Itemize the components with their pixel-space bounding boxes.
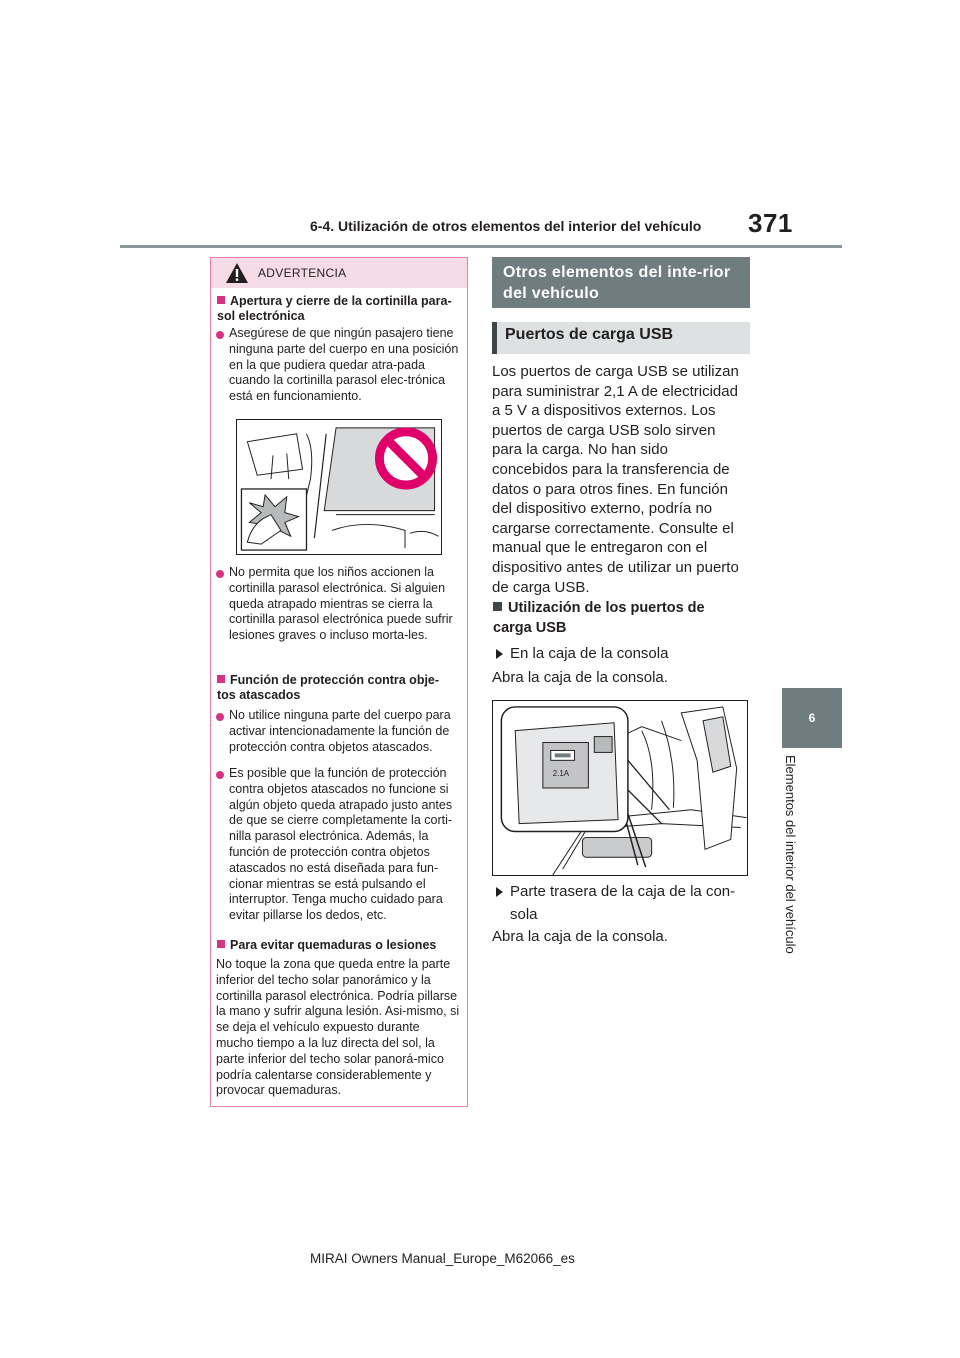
usb-port-illustration bbox=[492, 700, 748, 876]
heading-text: Apertura y cierre de la cortinilla para-sol electrónica bbox=[217, 294, 452, 323]
subsection-accent-bar bbox=[492, 322, 497, 354]
warning-triangle-icon bbox=[225, 262, 249, 284]
warning-section-heading bbox=[217, 294, 455, 324]
subsection-title: Puertos de carga USB bbox=[505, 326, 674, 343]
step-text: Abra la caja de la consola. bbox=[492, 669, 668, 686]
square-bullet-icon bbox=[217, 675, 225, 683]
footer-manual-id: MIRAI Owners Manual_Europe_M62066_es bbox=[310, 1251, 575, 1266]
bullet-dot-icon bbox=[216, 713, 224, 721]
chapter-tab bbox=[782, 688, 842, 748]
bullet-dot-icon bbox=[216, 331, 224, 339]
heading-text: Función de protección contra obje-tos atascados bbox=[217, 673, 440, 702]
warning-bullet: No permita que los niños accionen la cortinilla parasol electrónica. Si alguien queda atrapado mientras se cierra la cortinilla parasol electrónica puede sufrir lesiones graves o incluso morta-les. bbox=[229, 565, 453, 643]
warning-section-heading bbox=[217, 938, 455, 953]
square-bullet-icon bbox=[217, 296, 225, 304]
header-divider bbox=[120, 245, 842, 248]
sunshade-illustration bbox=[236, 419, 442, 555]
page-number: 371 bbox=[748, 208, 793, 238]
chapter-title: Elementos del interior del vehículo bbox=[783, 755, 798, 954]
section-band-title: Otros elementos del inte-rior del vehículo bbox=[503, 264, 731, 302]
step-label: Parte trasera de la caja de la con-sola bbox=[510, 883, 736, 923]
warning-bullet: No utilice ninguna parte del cuerpo para activar intencionadamente la función de protección contra objetos atascados. bbox=[229, 708, 451, 754]
step-text: Abra la caja de la consola. bbox=[492, 928, 668, 945]
usage-heading bbox=[493, 599, 733, 638]
chapter-title-vertical bbox=[783, 755, 823, 965]
bullet-dot-icon bbox=[216, 570, 224, 578]
warning-paragraph: No toque la zona que queda entre la parte inferior del techo solar panorámico y la cortinilla parasol electrónica. Podría pillarse la mano y sufrir alguna lesión. Asi-mismo, si se deja el vehículo expuesto durante mucho tiempo a la luz directa del sol, la parte inferior del techo solar panorá-mico podría calentarse considerablemente y provocar quemaduras. bbox=[216, 957, 460, 1098]
square-bullet-icon bbox=[217, 940, 225, 948]
warning-bullet: Asegúrese de que ningún pasajero tiene ninguna parte del cuerpo en una posición en la que pudiera quedar atra-pada cuando la cortinilla parasol elec-trónica está en funcionamiento. bbox=[229, 326, 459, 404]
step-arrow-icon bbox=[496, 649, 503, 659]
section-title: 6-4. Utilización de otros elementos del interior del vehículo bbox=[310, 218, 702, 234]
chapter-number: 6 bbox=[808, 711, 816, 725]
heading-text: Utilización de los puertos de carga USB bbox=[493, 600, 705, 636]
intro-paragraph: Los puertos de carga USB se utilizan para suministrar 2,1 A de electricidad a 5 V a dispositivos externos. Los puertos de carga USB solo sirven para la carga. No han sido concebidos para la transferencia de datos o para otros fines. En función del dispositivo externo, podría no cargarse correctamente. Consulte el manual que le entregaron con el dispositivo antes de utilizar un puerto de carga USB. bbox=[492, 363, 739, 596]
bullet-dot-icon bbox=[216, 771, 224, 779]
step-label: En la caja de la consola bbox=[510, 645, 669, 662]
step-arrow-icon bbox=[496, 887, 503, 897]
warning-bullet: Es posible que la función de protección contra objetos atascados no funcione si algún objeto queda atrapado justo antes de que se cierre completamente la corti-nilla parasol electrónica. Además, la función de protección contra objetos atascados no está diseñada para fun-cionar mientras se está pulsando el interruptor. Tenga mucho cuidado para evitar pillarse los dedos, etc. bbox=[229, 766, 453, 923]
warning-title: ADVERTENCIA bbox=[258, 266, 347, 280]
usb-amperage-label: 2.1A bbox=[552, 769, 570, 779]
warning-section-heading bbox=[217, 673, 455, 703]
heading-text: Para evitar quemaduras o lesiones bbox=[230, 938, 437, 952]
square-bullet-icon bbox=[493, 602, 502, 611]
